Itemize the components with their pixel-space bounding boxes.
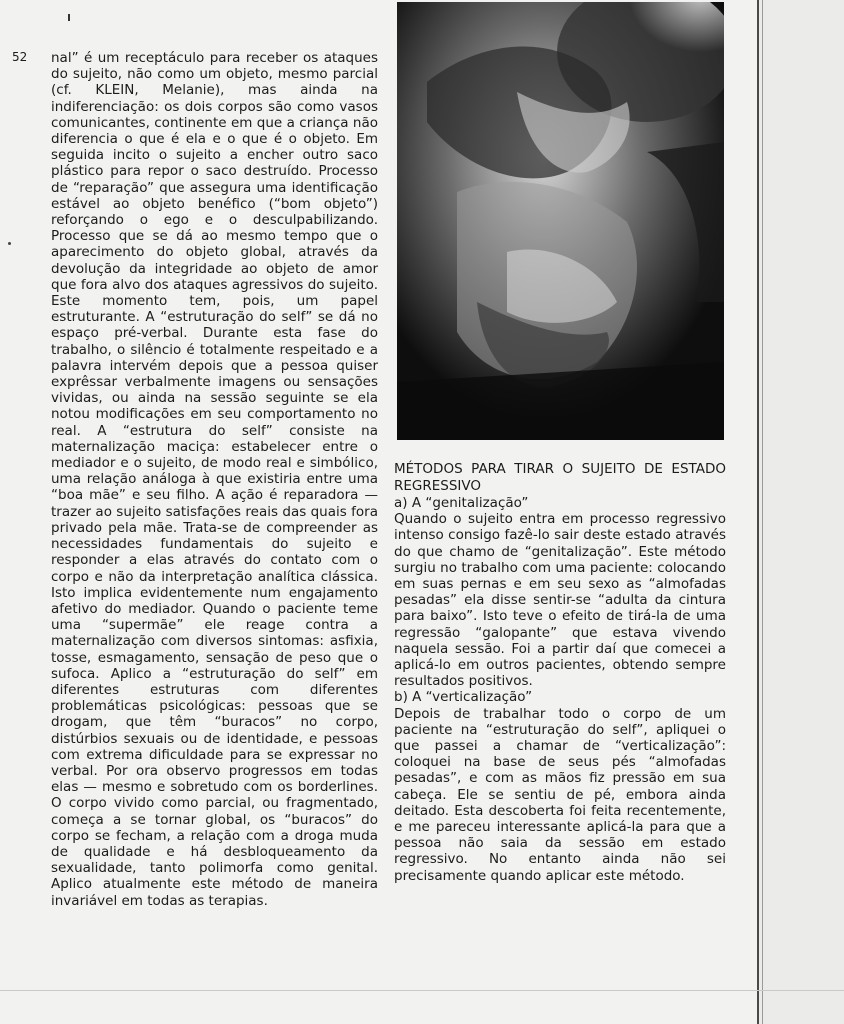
left-column — [51, 50, 378, 909]
photograph-image — [397, 2, 724, 440]
section-b-title: b) A “verticalização” — [394, 689, 533, 706]
scan-bottom-line — [0, 990, 844, 991]
left-body-text: nal” é um receptáculo para receber os ataques do sujeito, não como um objeto, mesmo parcial (cf. KLEIN, Melanie), mas ainda na indiferenciação: os dois corpos são como vasos comunicantes, continente em que a criança não diferencia o que é ela e o que é o objeto. Em seguida incito o sujeito a encher outro saco plástico para repor o saco destruído. Processo de “reparação” que assegura uma identificação estável ao objeto benéfico (“bom objeto”) reforçando o ego e o desculpabilizando. Processo que se dá ao mesmo tempo que o aparecimento do objeto global, através da devolução da integridade ao objeto de amor que fora alvo dos ataques agressivos do sujeito. Este momento tem, pois, um papel estruturante. A “estruturação do self” se dá no espaço pré-verbal. Durante esta fase do trabalho, o silêncio é totalmente respeitado e a palavra intervém depois que a pessoa quiser exprêssar verbalmente imagens ou sensações vividas, ou ainda na sessão seguinte se ela notou modificações em seu comportamento no real. A “estrutura do self” consiste na maternalização maciça: estabelecer entre o mediador e o sujeito, de modo real e simbólico, uma relação análoga à que existiria entre uma “boa mãe” e seu filho. A ação é reparadora — trazer ao sujeito satisfações reais das quais fora privado pela mãe. Trata-se de compreender as necessidades fundamentais do sujeito e responder a elas através do contato com o corpo e não da interpretação analítica clássica. Isto implica evidentemente num engajamento afetivo do mediador. Quando o paciente teme uma “supermãe” ele reage contra a maternalização com diversos sintomas: asfixia, tosse, esmagamento, sensação de peso que o sufoca. Aplico a “estruturação do self” em diferentes estruturas com diferentes problemáticas psicológicas: pessoas que se drogam, que têm “buracos” no corpo, distúrbios sexuais ou de identidade, e pessoas com extrema dificuldade para se expressar no verbal. Por ora observo progressos em todas elas — mesmo e sobretudo com os borderlines. O corpo vivido como parcial, ou fragmentado, começa a se tornar global, os “buracos” do corpo se fecham, a relação com a droga muda de qualidade e há desbloqueamento da sexualidade, tanto polimorfa como genital. Aplico atualmente este método de maneira invariável em todas as terapias. — [51, 50, 378, 909]
section-a-text: Quando o sujeito entra em processo regressivo intenso consigo fazê-lo sair deste estado através do que chamo de “genitalização”. Este método surgiu no trabalho com uma paciente: colocando em suas pernas e em seu sexo as “almofadas pesadas” ela disse sentir-se “adulta da cintura para baixo”. Isto teve o efeito de tirá-la de uma regressão “galopante” que estava vivendo naquela sessão. Foi a partir daí que comecei a aplicá-lo em outros pacientes, obtendo sempre resultados positivos. — [394, 511, 726, 690]
right-column — [394, 461, 726, 884]
section-a-title: a) A “genitalização” — [394, 495, 529, 511]
scan-mark — [68, 14, 70, 21]
section-heading: MÉTODOS PARA TIRAR O SUJEITO DE ESTADO REGRESSIVO — [394, 461, 726, 494]
scan-speck — [8, 242, 11, 245]
photograph — [397, 2, 724, 440]
page-edge-shadow — [757, 0, 759, 1024]
page-edge-line — [762, 0, 763, 1024]
page-number: 52 — [12, 50, 28, 64]
section-b-text: Depois de trabalhar todo o corpo de um paciente na “estruturação do self”, apliquei o que passei a chamar de “verticalização”: coloquei na base de seus pés “almofadas pesadas”, e com as mãos fiz pressão em sua cabeça. Ele se sentiu de pé, embora ainda deitado. Esta descoberta foi feita recentemente, e me pareceu interessante aplicá-la para que a pessoa não saia da sessão em estado regressivo. No entanto ainda não sei precisamente quando aplicar este método. — [394, 705, 726, 884]
